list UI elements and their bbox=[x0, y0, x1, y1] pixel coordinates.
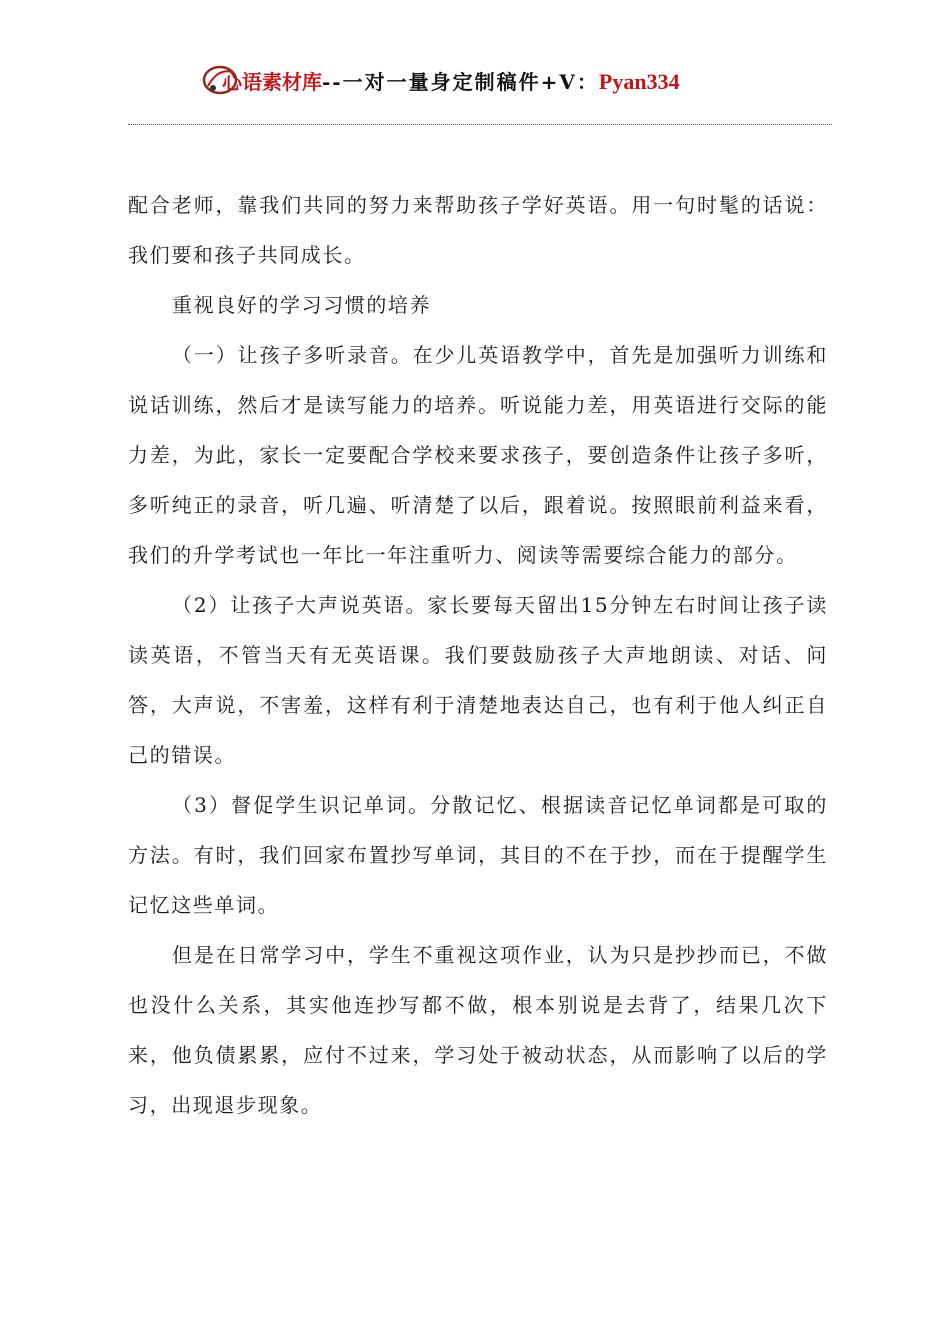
header-banner bbox=[222, 66, 680, 95]
paragraph-1: 配合老师，靠我们共同的努力来帮助孩子学好英语。用一句时髦的话说：我们要和孩子共同成长。 bbox=[128, 193, 828, 267]
paragraph-listen: （一）让孩子多听录音。在少儿英语教学中，首先是加强听力训练和说话训练，然后才是读写能力的培养。听说能力差，用英语进行交际的能力差，为此，家长一定要配合学校来要求孩子，要创造条件让孩子多听，多听纯正的录音，听几遍、听清楚了以后，跟着说。按照眼前利益来看，我们的升学考试也一年比一年注重听力、阅读等需要综合能力的部分。 bbox=[128, 343, 828, 567]
document-body bbox=[128, 180, 828, 1130]
header-slogan: --一对一量身定制稿件+V： bbox=[322, 70, 599, 94]
paragraph-speak: （2）让孩子大声说英语。家长要每天留出15分钟左右时间让孩子读读英语，不管当天有无英语课。我们要鼓励孩子大声地朗读、对话、问答，大声说，不害羞，这样有利于清楚地表达自己，也有利于他人纠正自己的错误。 bbox=[128, 593, 828, 767]
section-heading: 重视良好的学习习惯的培养 bbox=[172, 293, 432, 317]
wechat-id: Pyan334 bbox=[598, 69, 680, 94]
page-header bbox=[0, 58, 950, 108]
paragraph-vocab: （3）督促学生识记单词。分散记忆、根据读音记忆单词都是可取的方法。有时，我们回家布置抄写单词，其目的不在于抄，而在于提醒学生记忆这些单词。 bbox=[128, 793, 828, 917]
header-divider bbox=[128, 124, 832, 125]
paragraph-homework: 但是在日常学习中，学生不重视这项作业，认为只是抄抄而已，不做也没什么关系，其实他连抄写都不做，根本别说是去背了，结果几次下来，他负债累累，应付不过来，学习处于被动状态，从而影响了以后的学习，出现退步现象。 bbox=[128, 943, 828, 1117]
brand-name: 心语素材库 bbox=[222, 70, 322, 94]
